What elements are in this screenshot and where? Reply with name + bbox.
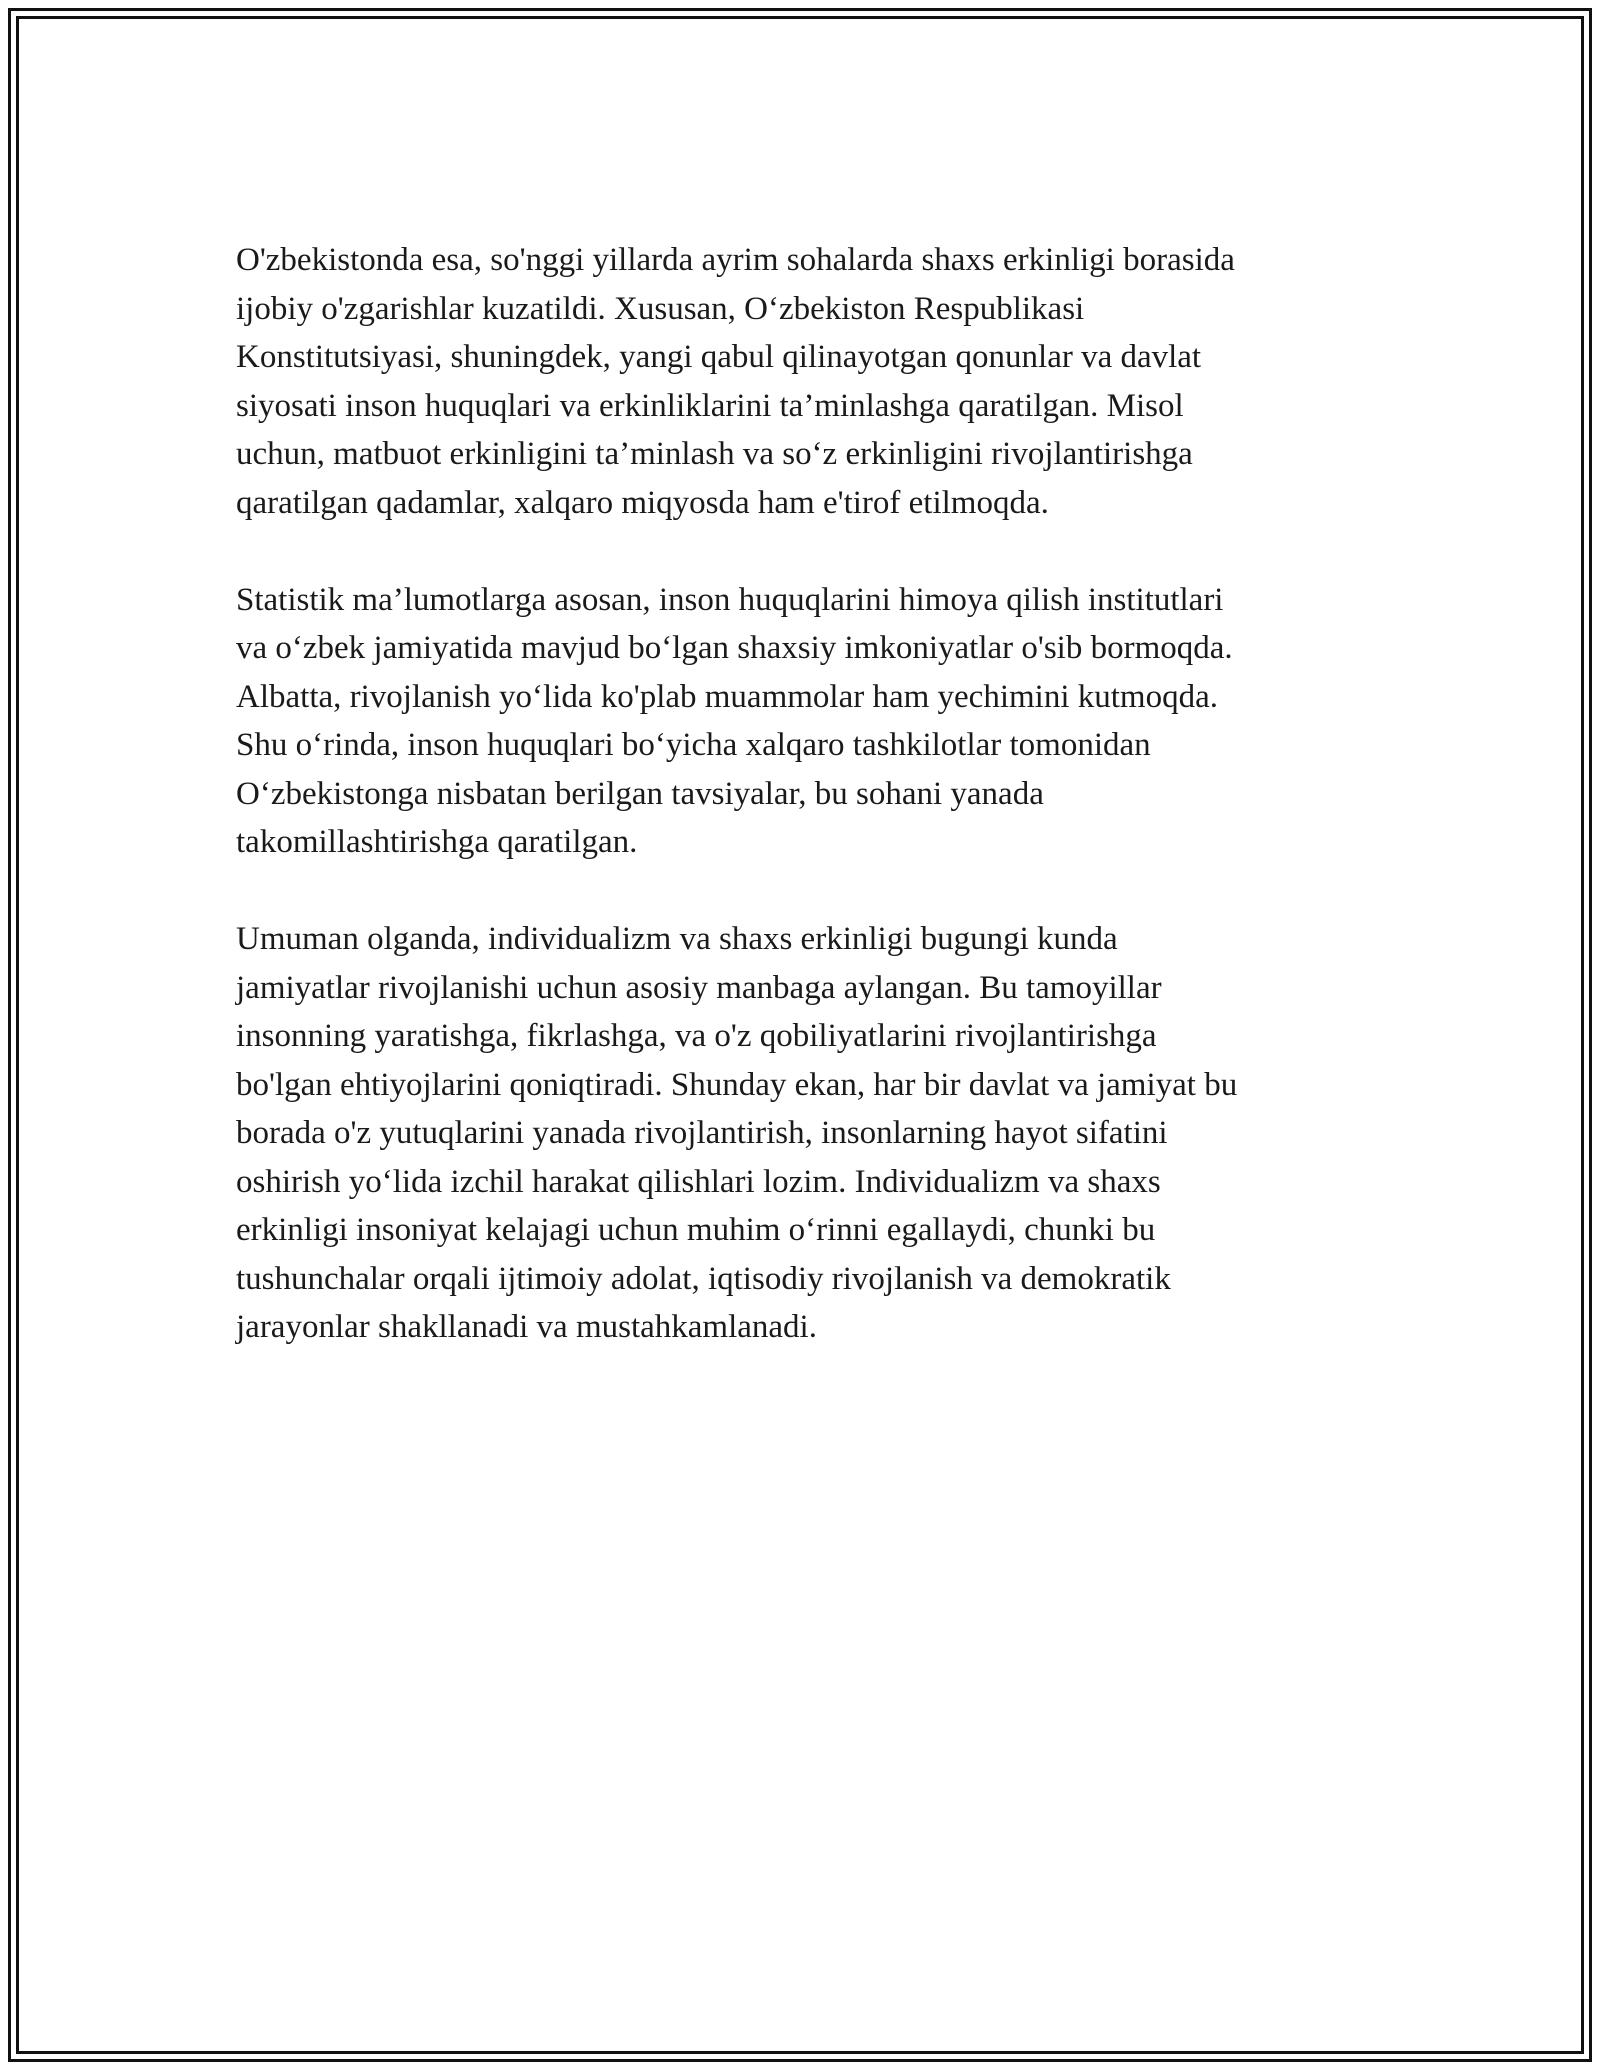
text-line: takomillashtirishga qaratilgan. (236, 824, 638, 860)
text-line: Konstitutsiyasi, shuningdek, yangi qabul qilinayotgan qonunlar va davlat (236, 339, 1202, 375)
paragraph-2 (236, 576, 1376, 867)
text-line: O'zbekistonda esa, so'nggi yillarda ayrim sohalarda shaxs erkinligi borasida (236, 242, 1235, 278)
text-line: erkinligi insoniyat kelajagi uchun muhim o‘rinni egallaydi, chunki bu (236, 1212, 1156, 1248)
text-line: siyosati inson huquqlari va erkinliklarini ta’minlashga qaratilgan. Misol (236, 387, 1184, 424)
paragraph-3 (236, 915, 1376, 1352)
text-line: Statistik ma’lumotlarga asosan, inson huquqlarini himoya qilish institutlari (236, 581, 1224, 618)
text-line: uchun, matbuot erkinligini ta’minlash va so‘z erkinligini rivojlantirishga (236, 436, 1193, 472)
paragraph-1 (236, 236, 1376, 527)
text-line: tushunchalar orqali ijtimoiy adolat, iqtisodiy rivojlanish va demokratik (236, 1260, 1171, 1297)
text-line: insonning yaratishga, fikrlashga, va o'z qobiliyatlarini rivojlantirishga (236, 1018, 1157, 1054)
text-line: borada o'z yutuqlarini yanada rivojlantirish, insonlarning hayot sifatini (236, 1115, 1168, 1151)
text-line: qaratilgan qadamlar, xalqaro miqyosda ham e'tirof etilmoqda. (236, 484, 1049, 521)
text-line: oshirish yo‘lida izchil harakat qilishlari lozim. Individualizm va shaxs (236, 1163, 1161, 1200)
page-frame (8, 8, 1592, 2062)
text-line: O‘zbekistonga nisbatan berilgan tavsiyalar, bu sohani yanada (236, 775, 1044, 812)
text-line: va o‘zbek jamiyatida mavjud bo‘lgan shaxsiy imkoniyatlar o'sib bormoqda. (236, 630, 1233, 666)
text-line: jarayonlar shakllanadi va mustahkamlanadi. (236, 1309, 817, 1345)
text-line: Umuman olganda, individualizm va shaxs erkinligi bugungi kunda (236, 921, 1118, 957)
text-line: ijobiy o'zgarishlar kuzatildi. Xususan, O‘zbekiston Respublikasi (236, 290, 1085, 327)
text-line: Shu o‘rinda, inson huquqlari bo‘yicha xalqaro tashkilotlar tomonidan (236, 727, 1151, 763)
text-line: jamiyatlar rivojlanishi uchun asosiy manbaga aylangan. Bu tamoyillar (236, 969, 1162, 1006)
document-body (236, 236, 1376, 1400)
text-line: bo'lgan ehtiyojlarini qoniqtiradi. Shunday ekan, har bir davlat va jamiyat bu (236, 1066, 1238, 1103)
text-line: Albatta, rivojlanish yo‘lida ko'plab muammolar ham yechimini kutmoqda. (236, 678, 1218, 715)
